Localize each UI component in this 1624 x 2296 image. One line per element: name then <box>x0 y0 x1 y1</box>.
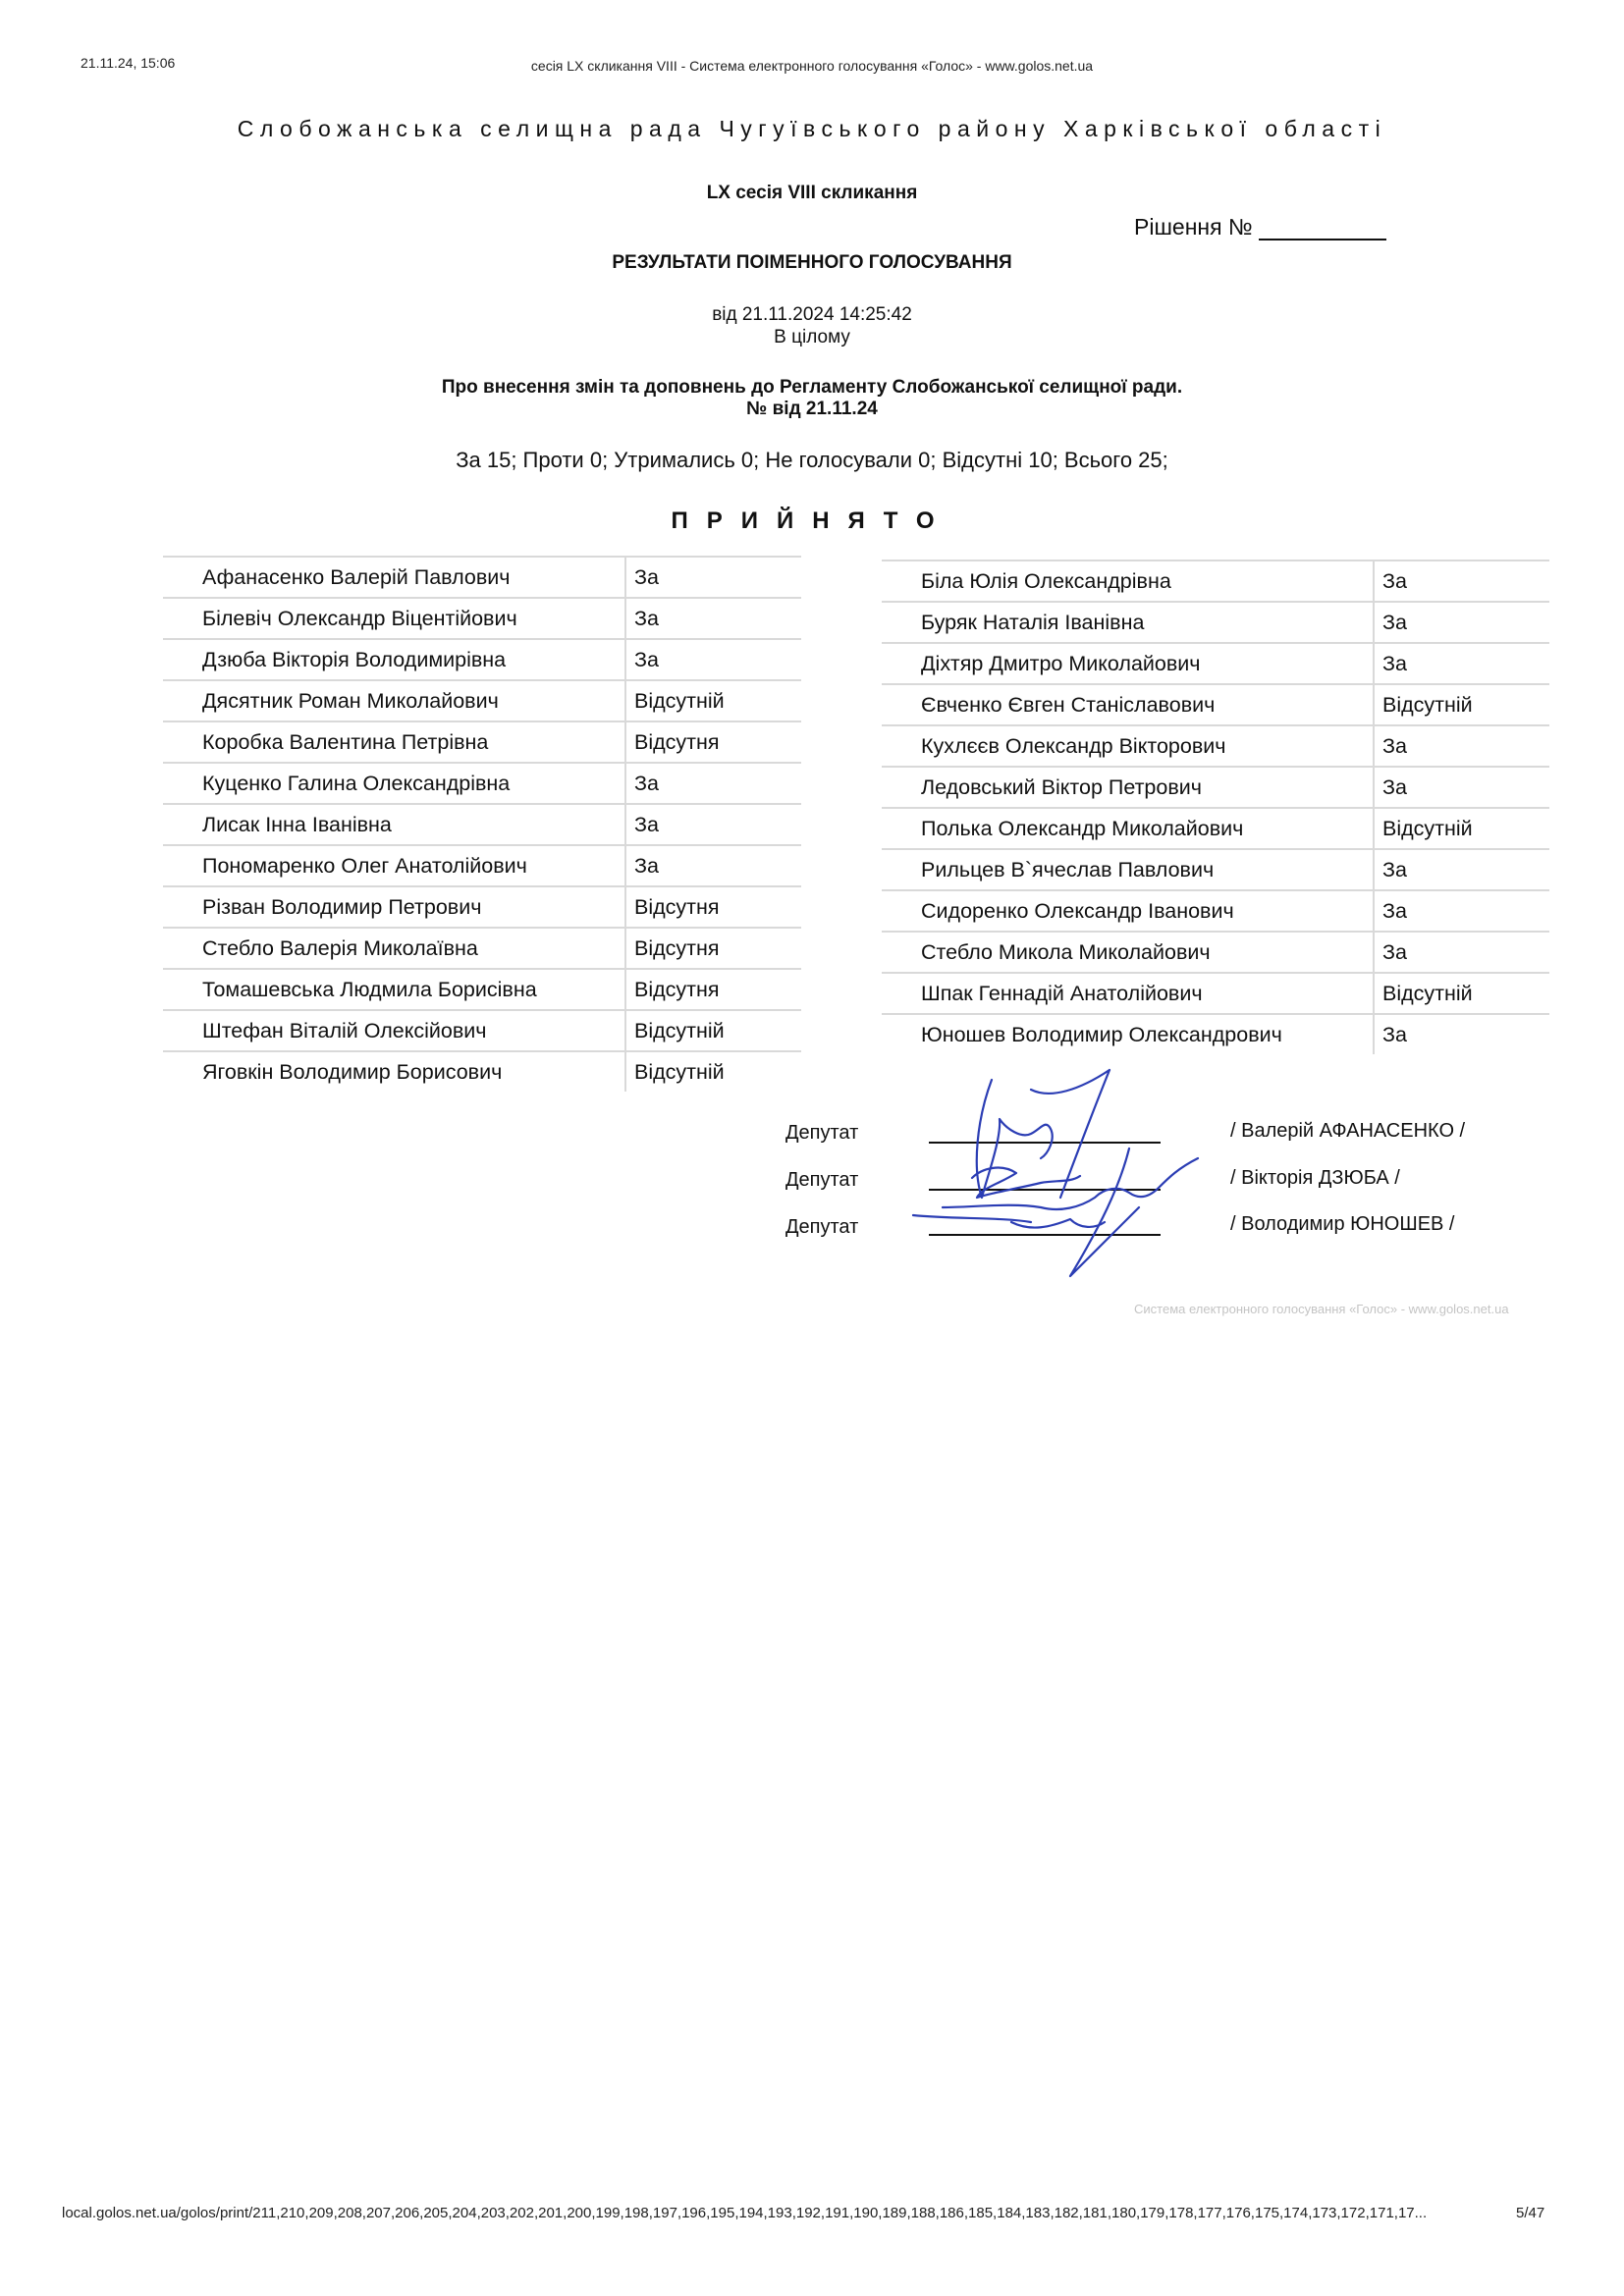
deputy-vote: За <box>1374 725 1549 767</box>
vote-date: від 21.11.2024 14:25:42 <box>712 304 912 325</box>
signature-strokes <box>913 1070 1198 1276</box>
deputy-name: Томашевська Людмила Борисівна <box>163 969 625 1010</box>
deputy-name: Кухлєєв Олександр Вікторович <box>882 725 1374 767</box>
deputy-name: Дясятник Роман Миколайович <box>163 680 625 721</box>
topic-line-1: Про внесення змін та доповнень до Регламенту Слобожанської селищної ради. <box>441 377 1183 398</box>
decision-blank-line <box>1259 217 1386 240</box>
deputy-vote: Відсутній <box>1374 684 1549 725</box>
deputy-name: Пономаренко Олег Анатолійович <box>163 845 625 886</box>
signature-stroke-6 <box>1070 1148 1139 1276</box>
deputy-vote: За <box>1374 561 1549 602</box>
vote-datetime <box>0 303 1624 348</box>
print-page-title: сесія LX скликання VIII - Система електронного голосування «Голос» - www.golos.net.ua <box>530 58 1094 74</box>
council-name: Слобожанська селищна рада Чугуївського району Харківської області <box>237 116 1387 141</box>
deputy-vote: Відсутня <box>625 886 801 928</box>
deputy-name: Біла Юлія Олександрівна <box>882 561 1374 602</box>
deputy-name: Діхтяр Дмитро Миколайович <box>882 643 1374 684</box>
vote-row <box>163 1010 801 1051</box>
deputy-name: Дзюба Вікторія Володимирівна <box>163 639 625 680</box>
vote-row <box>882 890 1549 932</box>
vote-mode: В цілому <box>774 327 850 347</box>
print-footer-url: local.golos.net.ua/golos/print/211,210,209,208,207,206,205,204,203,202,201,200,199,198,197,196,195,194,193,192,191,190,189,188,186,185,184,183,182,181,180,179,178,177,176,175,174,173,172,171,17... <box>62 2205 1428 2221</box>
vote-row <box>163 598 801 639</box>
deputy-vote: Відсутній <box>625 680 801 721</box>
vote-row <box>882 767 1549 808</box>
deputy-vote: За <box>1374 602 1549 643</box>
deputy-vote: За <box>1374 767 1549 808</box>
vote-row <box>882 849 1549 890</box>
deputy-name: Євченко Євген Станіславович <box>882 684 1374 725</box>
vote-row <box>163 557 801 598</box>
deputy-name: Стебло Валерія Миколаївна <box>163 928 625 969</box>
vote-row <box>882 1014 1549 1054</box>
deputy-name: Лисак Інна Іванівна <box>163 804 625 845</box>
deputy-name: Полька Олександр Миколайович <box>882 808 1374 849</box>
topic-line-2: № від 21.11.24 <box>746 399 878 419</box>
deputy-vote: Відсутній <box>625 1010 801 1051</box>
deputy-vote: Відсутній <box>1374 808 1549 849</box>
vote-row <box>163 1051 801 1092</box>
deputy-name: Різван Володимир Петрович <box>163 886 625 928</box>
deputy-vote: За <box>625 763 801 804</box>
deputy-name: Шпак Геннадій Анатолійович <box>882 973 1374 1014</box>
vote-row <box>163 928 801 969</box>
vote-row <box>882 973 1549 1014</box>
vote-row <box>882 932 1549 973</box>
signature-name-1: / Валерій АФАНАСЕНКО / <box>1230 1120 1466 1142</box>
signature-role-2: Депутат <box>785 1169 859 1191</box>
faint-system-footer: Система електронного голосування «Голос» - www.golos.net.ua <box>1134 1302 1509 1316</box>
vote-row <box>163 969 801 1010</box>
deputy-vote: Відсутній <box>1374 973 1549 1014</box>
decision-number <box>1134 214 1386 240</box>
deputy-vote: За <box>625 598 801 639</box>
decision-label: Рішення № <box>1134 214 1253 240</box>
deputy-name: Ледовський Віктор Петрович <box>882 767 1374 808</box>
deputy-vote: За <box>1374 1014 1549 1054</box>
vote-result: ПРИЙНЯТО <box>671 507 953 534</box>
deputy-vote: За <box>1374 932 1549 973</box>
deputy-vote: За <box>1374 643 1549 684</box>
deputy-vote: Відсутня <box>625 969 801 1010</box>
signature-name-3: / Володимир ЮНОШЕВ / <box>1230 1213 1455 1235</box>
deputy-vote: Відсутня <box>625 721 801 763</box>
signature-role-1: Депутат <box>785 1122 859 1144</box>
print-datetime: 21.11.24, 15:06 <box>81 55 176 71</box>
vote-row <box>163 804 801 845</box>
signature-stroke-2 <box>1031 1070 1110 1198</box>
deputy-name: Яговкін Володимир Борисович <box>202 1059 503 1084</box>
deputy-vote: За <box>625 557 801 598</box>
votes-table-left <box>163 556 801 1092</box>
votes-table-right <box>882 560 1549 1054</box>
signature-stroke-4 <box>943 1158 1198 1209</box>
vote-row <box>882 725 1549 767</box>
vote-row <box>882 808 1549 849</box>
deputy-vote: За <box>625 845 801 886</box>
print-page-number: 5/47 <box>1516 2205 1545 2221</box>
deputy-name: Штефан Віталій Олексійович <box>163 1010 625 1051</box>
vote-row <box>882 684 1549 725</box>
signature-stroke-1 <box>977 1080 1053 1198</box>
deputy-name: Юношев Володимир Олександрович <box>921 1022 1282 1046</box>
results-title: РЕЗУЛЬТАТИ ПОІМЕННОГО ГОЛОСУВАННЯ <box>612 252 1012 273</box>
deputy-vote: Відсутня <box>625 928 801 969</box>
vote-summary: За 15; Проти 0; Утримались 0; Не голосували 0; Відсутні 10; Всього 25; <box>456 448 1168 472</box>
signature-stroke-5 <box>913 1215 1105 1228</box>
vote-row <box>882 643 1549 684</box>
deputy-vote: Відсутній <box>625 1051 801 1092</box>
handwritten-signatures <box>884 1060 1237 1296</box>
vote-row <box>163 680 801 721</box>
deputy-name: Куценко Галина Олександрівна <box>163 763 625 804</box>
vote-row <box>163 763 801 804</box>
session-title: LX сесія VIII скликання <box>706 183 918 203</box>
deputy-vote: За <box>625 639 801 680</box>
deputy-vote: За <box>1374 849 1549 890</box>
signature-role-3: Депутат <box>785 1216 859 1238</box>
vote-row <box>163 845 801 886</box>
vote-topic <box>0 377 1624 420</box>
deputy-name: Афанасенко Валерій Павлович <box>163 557 625 598</box>
deputy-vote: За <box>1374 890 1549 932</box>
vote-row <box>163 886 801 928</box>
deputy-name: Рильцев В`ячеслав Павлович <box>882 849 1374 890</box>
vote-row <box>163 721 801 763</box>
deputy-name: Коробка Валентина Петрівна <box>163 721 625 763</box>
deputy-name: Сидоренко Олександр Іванович <box>882 890 1374 932</box>
deputy-name: Буряк Наталія Іванівна <box>882 602 1374 643</box>
signature-name-2: / Вікторія ДЗЮБА / <box>1230 1167 1400 1189</box>
vote-row <box>882 602 1549 643</box>
vote-row <box>163 639 801 680</box>
vote-row <box>882 561 1549 602</box>
deputy-name: Стебло Микола Миколайович <box>882 932 1374 973</box>
deputy-vote: За <box>625 804 801 845</box>
deputy-name: Білевіч Олександр Віцентійович <box>163 598 625 639</box>
